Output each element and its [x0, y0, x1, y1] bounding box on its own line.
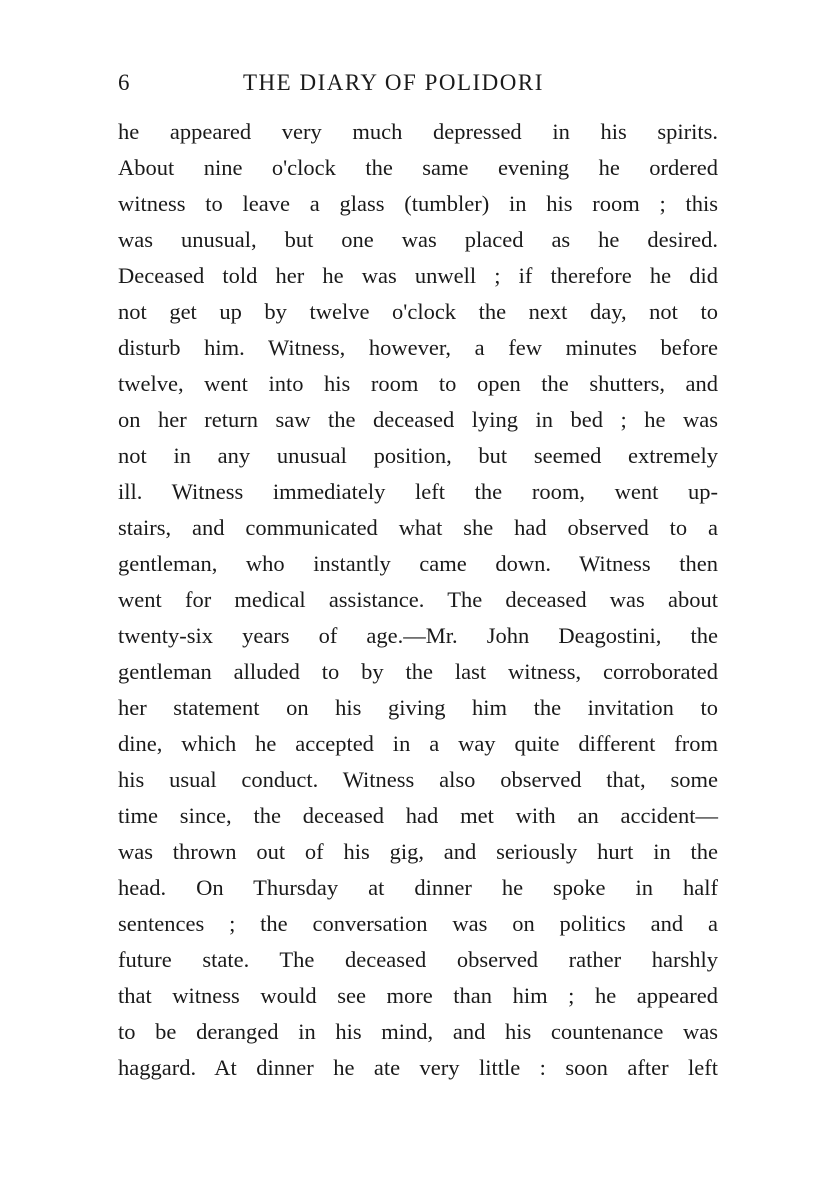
- text-line: disturb him. Witness, however, a few minutes before: [118, 335, 718, 360]
- text-line: Deceased told her he was unwell ; if therefore he did: [118, 263, 718, 288]
- text-line: twenty-six years of age.—Mr. John Deagostini, the: [118, 623, 718, 648]
- text-line: twelve, went into his room to open the shutters, and: [118, 371, 718, 396]
- text-line: he appeared very much depressed in his spirits.: [118, 119, 718, 144]
- text-line: to be deranged in his mind, and his countenance was: [118, 1019, 718, 1044]
- running-head: [118, 70, 718, 104]
- text-line: went for medical assistance. The deceased was about: [118, 587, 718, 612]
- page-number: 6: [118, 70, 131, 95]
- text-line: witness to leave a glass (tumbler) in his room ; this: [118, 191, 718, 216]
- text-line: head. On Thursday at dinner he spoke in half: [118, 875, 718, 900]
- text-line: not in any unusual position, but seemed extremely: [118, 443, 718, 468]
- text-line: his usual conduct. Witness also observed that, some: [118, 767, 718, 792]
- text-line: About nine o'clock the same evening he ordered: [118, 155, 718, 180]
- text-line: that witness would see more than him ; he appeared: [118, 983, 718, 1008]
- text-line: haggard. At dinner he ate very little : soon after left: [118, 1055, 718, 1080]
- text-line: dine, which he accepted in a way quite different from: [118, 731, 718, 756]
- text-line: stairs, and communicated what she had observed to a: [118, 515, 718, 540]
- running-title: THE DIARY OF POLIDORI: [243, 70, 544, 95]
- text-line: her statement on his giving him the invitation to: [118, 695, 718, 720]
- text-line: was thrown out of his gig, and seriously hurt in the: [118, 839, 718, 864]
- text-line: gentleman, who instantly came down. Witness then: [118, 551, 718, 576]
- text-line: gentleman alluded to by the last witness, corroborated: [118, 659, 718, 684]
- text-line: on her return saw the deceased lying in bed ; he was: [118, 407, 718, 432]
- text-line: time since, the deceased had met with an accident—: [118, 803, 718, 828]
- text-line: sentences ; the conversation was on politics and a: [118, 911, 718, 936]
- text-line: future state. The deceased observed rather harshly: [118, 947, 718, 972]
- text-line: not get up by twelve o'clock the next day, not to: [118, 299, 718, 324]
- body-text: [118, 114, 718, 1086]
- text-line: ill. Witness immediately left the room, went up-: [118, 479, 718, 504]
- text-line: was unusual, but one was placed as he desired.: [118, 227, 718, 252]
